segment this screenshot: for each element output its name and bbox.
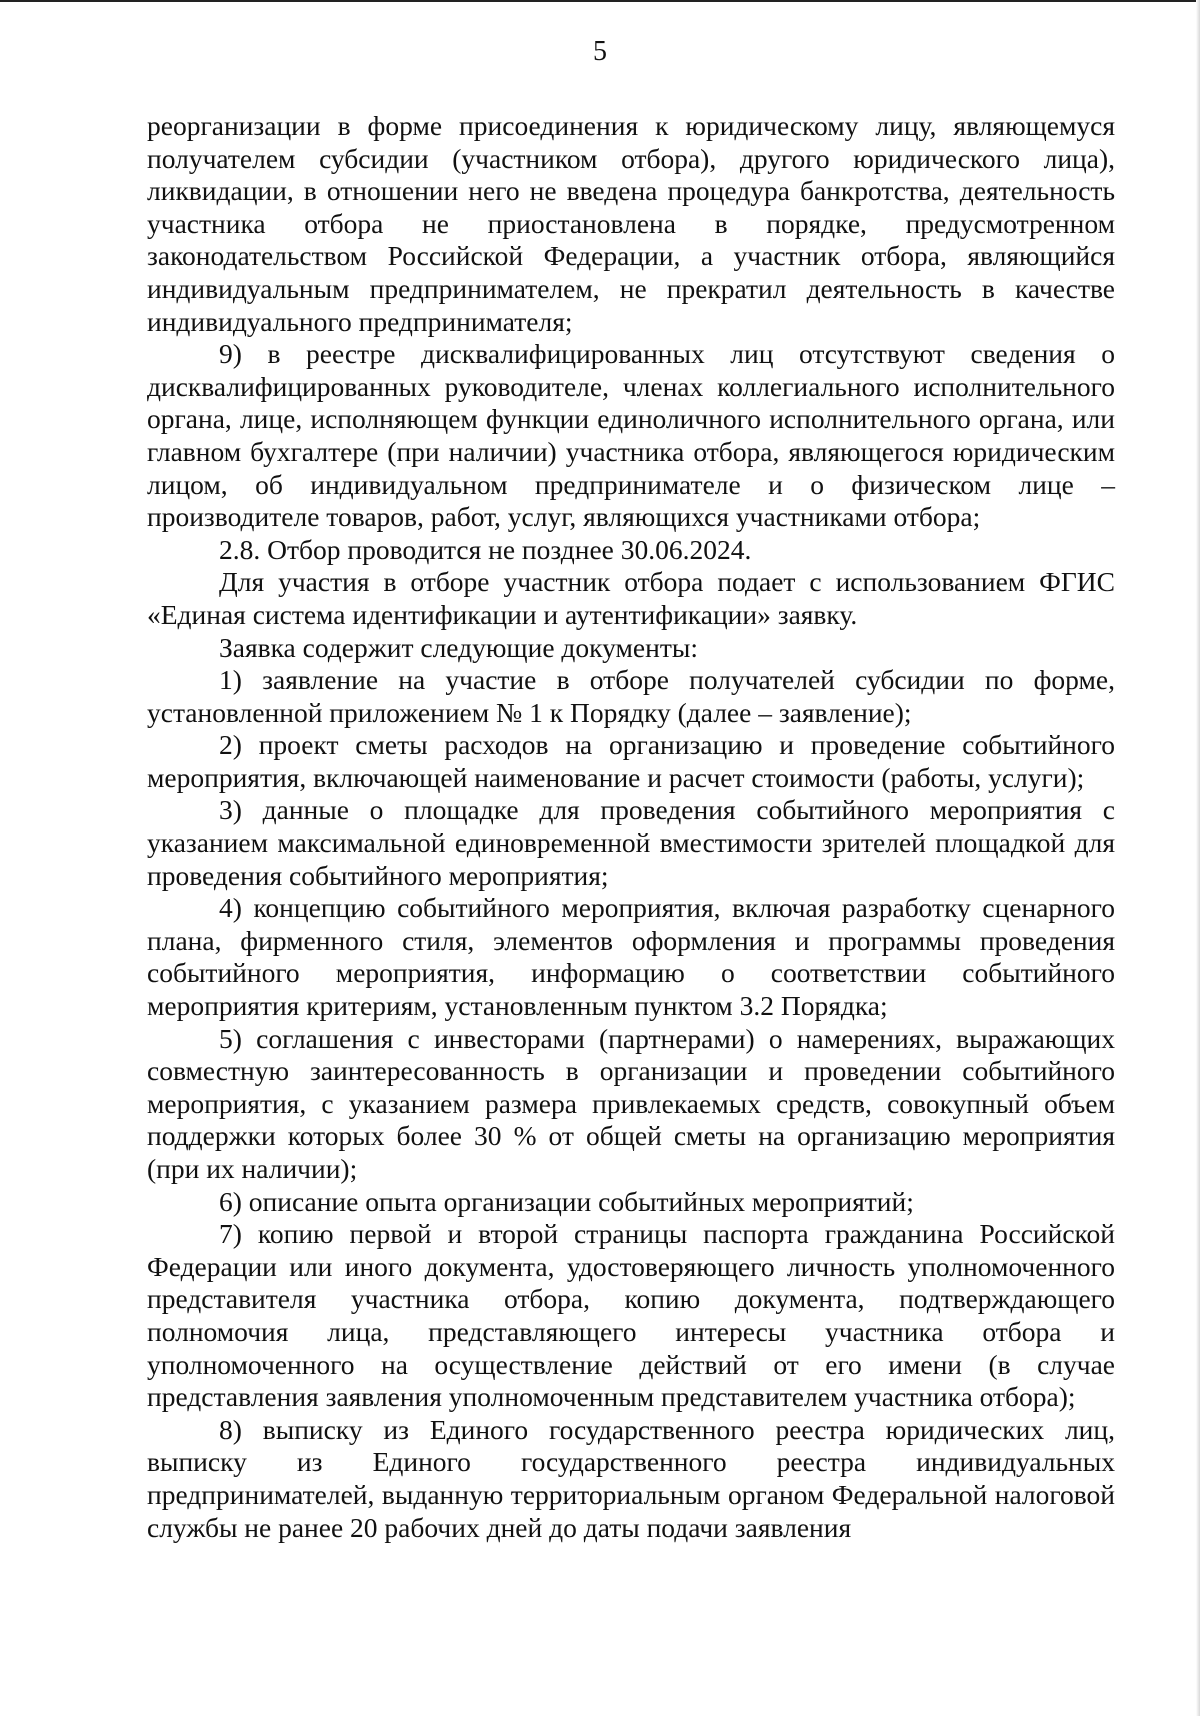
paragraph-section-2-8: 2.8. Отбор проводится не позднее 30.06.2024. bbox=[219, 533, 752, 565]
list-item-8: 8) выписку из Единого государственного реестра юридических лиц, выписку из Единого государственного реестра индивидуальных предпринимателей, выданную территориальным органом Федеральной налоговой службы не ранее 20 рабочих дней до даты подачи заявления bbox=[147, 1413, 1115, 1543]
document-body bbox=[147, 110, 1115, 1544]
list-item-2: 2) проект сметы расходов на организацию и проведение событийного мероприятия, включающей наименование и расчет стоимости (работы, услуги); bbox=[147, 729, 1115, 793]
paragraph-application-contents: Заявка содержит следующие документы: bbox=[219, 631, 698, 663]
scan-right-edge bbox=[1196, 0, 1200, 1716]
list-item-6: 6) описание опыта организации событийных мероприятий; bbox=[219, 1185, 914, 1217]
list-item-3: 3) данные о площадке для проведения событийного мероприятия с указанием максимальной единовременной вместимости зрителей площадкой для проведения событийного мероприятия; bbox=[147, 794, 1115, 891]
paragraph-item-9: 9) в реестре дисквалифицированных лиц отсутствуют сведения о дисквалифицированных руководителе, членах коллегиального исполнительного органа, лице, исполняющем функции единоличного исполнительного органа, или главном бухгалтере (при наличии) участника отбора, являющегося юридическим лицом, об индивидуальном предпринимателе и о физическом лице – производителе товаров, работ, услуг, являющихся участниками отбора; bbox=[147, 338, 1115, 533]
paragraph-application-submission: Для участия в отборе участник отбора подает с использованием ФГИС «Единая система идентификации и аутентификации» заявку. bbox=[147, 566, 1115, 630]
paragraph-continuation: реорганизации в форме присоединения к юридическому лицу, являющемуся получателем субсидии (участником отбора), другого юридического лица), ликвидации, в отношении него не введена процедура банкротства, деятельность участника отбора не приостановлена в порядке, предусмотренном законодательством Российской Федерации, а участник отбора, являющийся индивидуальным предпринимателем, не прекратил деятельность в качестве индивидуального предпринимателя; bbox=[147, 110, 1115, 337]
list-item-1: 1) заявление на участие в отборе получателей субсидии по форме, установленной приложением № 1 к Порядку (далее – заявление); bbox=[147, 664, 1115, 728]
list-item-7: 7) копию первой и второй страницы паспорта гражданина Российской Федерации или иного документа, удостоверяющего личность уполномоченного представителя участника отбора, копию документа, подтверждающего полномочия лица, представляющего интересы участника отбора и уполномоченного на осуществление действий от его имени (в случае представления заявления уполномоченным представителем участника отбора); bbox=[147, 1218, 1115, 1413]
list-item-4: 4) концепцию событийного мероприятия, включая разработку сценарного плана, фирменного стиля, элементов оформления и программы проведения событийного мероприятия, информацию о соответствии событийного мероприятия критериям, установленным пунктом 3.2 Порядка; bbox=[147, 892, 1115, 1022]
list-item-5: 5) соглашения с инвесторами (партнерами) о намерениях, выражающих совместную заинтересованность в организации и проведении событийного мероприятия, с указанием размера привлекаемых средств, совокупный объем поддержки которых более 30 % от общей сметы на организацию мероприятия (при их наличии); bbox=[147, 1022, 1115, 1184]
page-number: 5 bbox=[593, 36, 607, 67]
top-edge-rule bbox=[0, 0, 1200, 2]
